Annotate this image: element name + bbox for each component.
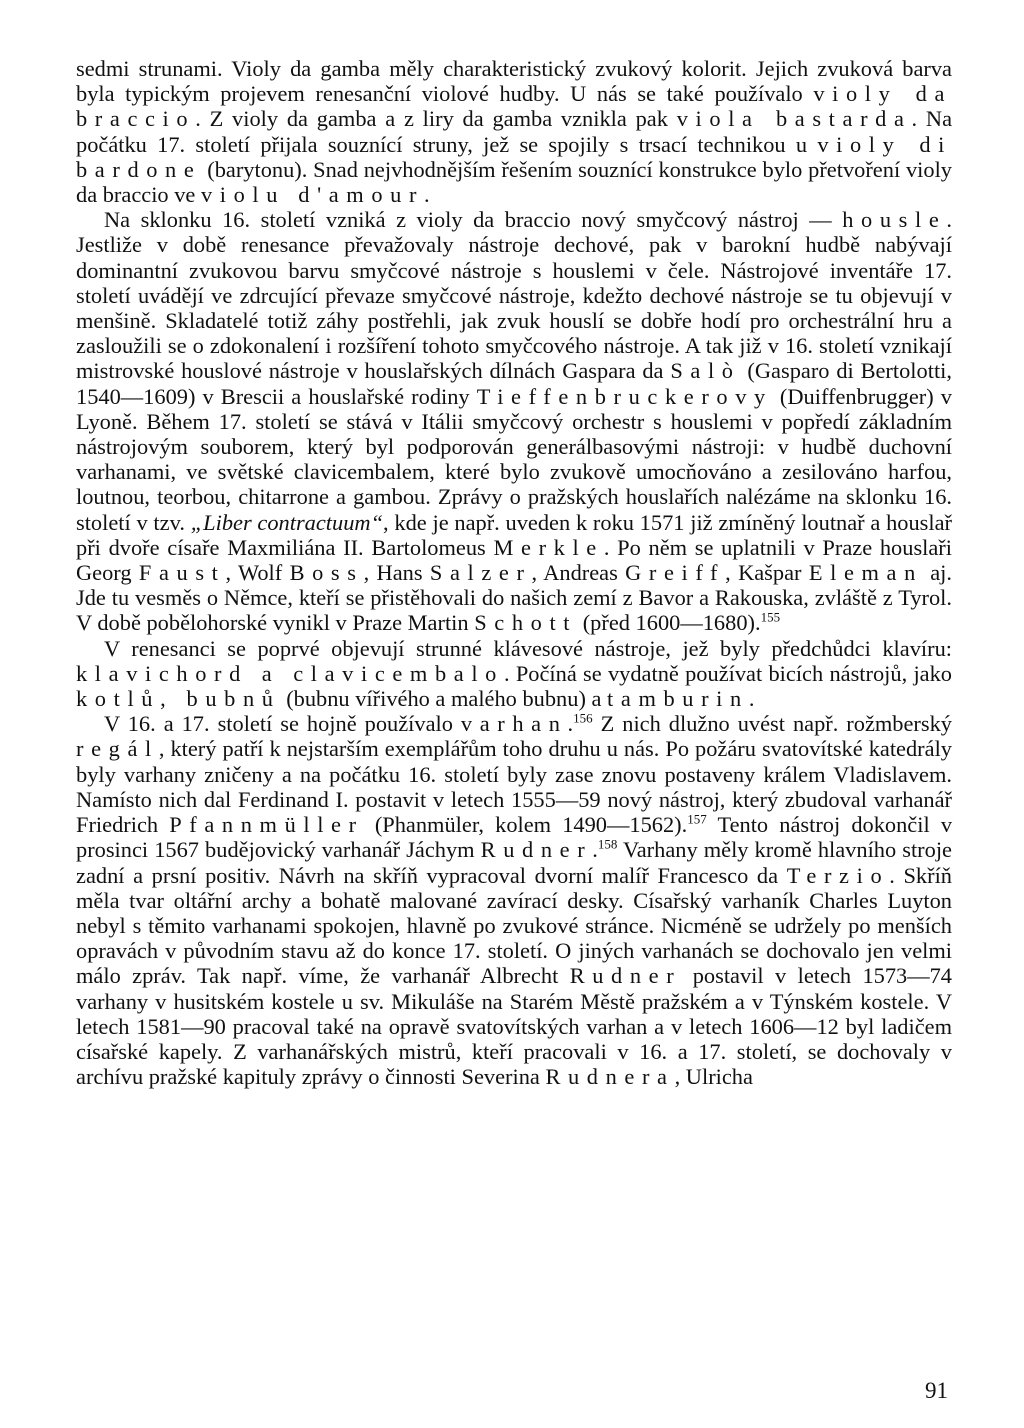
spaced-term: Schott	[474, 610, 578, 636]
spaced-term: Faust	[138, 560, 226, 586]
text-run: Varhany měly kromě hlavního stroje zadní a prsní positiv. Návrh na skříň vypracoval dvorní malíř Francesco da	[76, 837, 952, 888]
spaced-term: klavichord a clavicembalo	[76, 660, 504, 686]
text-run: , Wolf	[225, 560, 290, 586]
text-run: Tento nástroj dokončil v prosinci 1567 budějovický varhanář Jáchym	[76, 812, 953, 863]
spaced-term: Rudner	[480, 837, 593, 863]
text-run: . Na počátku 17. století přijala souznící struny, jež se spojily s trsací technikou u	[76, 106, 953, 157]
page-body	[76, 56, 952, 1089]
text-run: (Gasparo di Bertolotti, 1540—1609) v Brescii a houslařské rodiny	[76, 358, 952, 409]
text-run: Z nich dlužno uvést např. rožmberský	[592, 711, 952, 737]
spaced-term: Rudnera	[545, 1064, 675, 1090]
spaced-term: viola bastarda	[676, 106, 912, 132]
spaced-term: violy di bardone	[76, 131, 952, 182]
spaced-term: tamburin	[607, 686, 749, 712]
text-run: .	[567, 711, 574, 737]
text-run: , Andreas	[531, 560, 626, 586]
spaced-term: Eleman	[808, 560, 923, 586]
spaced-term: regál	[76, 736, 159, 762]
spaced-term: varhan	[460, 711, 568, 737]
footnote-ref: 155	[760, 610, 781, 625]
footnote-ref: 156	[573, 710, 593, 726]
text-run: aj. Jde tu vesměs o Němce, kteří se přistěhovali do našich zemí z Bavor a Rakouska, zvláště z Tyrol. V době pobělohorské vynikl v Praze Martin	[76, 560, 952, 636]
footnote-ref: 158	[597, 836, 618, 852]
text-run: V renesanci se poprvé objevují strunné klávesové nástroje, jež byly předchůdci klavíru:	[104, 635, 952, 661]
text-run: (před 1600—1680).	[577, 610, 761, 636]
footnote-ref: 157	[687, 811, 707, 827]
spaced-term: Tieffenbruckerovy	[476, 383, 773, 409]
text-run: .	[424, 182, 430, 208]
spaced-term: violy da braccio	[76, 81, 952, 132]
text-run: (barytonu). Snad nejvhodnějším řešením souznící konstrukce bylo přetvoření violy da braccio ve	[76, 156, 952, 208]
text-run: . Z violy da gamba a z liry da gamba vznikla pak	[195, 106, 677, 132]
text-run: (Duiffenbrugger) v Lyoně. Během 17. století se stává v Itálii smyčcový orchestr s houslemi v popředí základním nástrojovým souborem, který byl podporován generálbasovými nástroji: v hudbě duchovní varhanami, ve světské clavicembalem, které bylo zvukově umocňováno a zesilováno harfou, loutnou, teorbou, chitarrone a gambou. Zprávy o pražských houslařích nalézáme na sklonku 16. století v tzv.	[76, 383, 952, 535]
spaced-term: Terzio	[786, 862, 890, 888]
text-run: . Po něm se uplatnili v Praze houslaři Georg	[76, 534, 952, 586]
paragraph-housle	[76, 207, 952, 635]
text-run: , Kašpar	[725, 560, 809, 586]
text-run: . Počíná se vydatně používat bicích nástrojů, jako	[503, 660, 953, 686]
text-run: , který patří k nejstarším exemplářům toho druhu u nás. Po požáru svatovítské katedrály byly varhany zničeny a na počátku 16. století byly zase znovu postaveny králem Vladislavem. Namísto nich dal Ferdinand I. postavit v letech 1555—59 nový nástroj, který zbudoval varhanář Friedrich	[76, 736, 952, 838]
text-run: , Hans	[363, 560, 430, 586]
spaced-term: Salzer	[429, 560, 532, 586]
text-run: postavil v letech 1573—74 varhany v husitském kostele u sv. Mikuláše na Starém Městě pražském a v Týnském kostele. V letech 1581—90 pracoval také na opravě svatovítských varhan a v letech 1606—12 byl ladičem císařské kapely. Z varhanářských mistrů, kteří pracovali v 16. a 17. století, se dochovaly v archívu pražské kapituly zprávy o činnosti Severina	[76, 963, 953, 1090]
spaced-term: violu d'amour	[200, 182, 425, 208]
text-run: , kde je např. uveden k roku 1571 již zmíněný loutnař a houslař při dvoře císaře Maxmiliána II. Bartolomeus	[76, 509, 952, 560]
text-run: (Phanmüler, kolem 1490—1562).	[363, 812, 688, 838]
paragraph-keyboard-percussion	[76, 636, 952, 712]
text-run: , Ulricha	[674, 1064, 753, 1090]
paragraph-varhany	[76, 711, 952, 1089]
text-run: Na sklonku 16. století vzniká z violy da braccio nový smyčcový nástroj —	[104, 207, 843, 233]
spaced-term: Boss	[289, 560, 364, 586]
spaced-term: Greiff	[625, 560, 726, 586]
text-run: . Jestliže v době renesance převažovaly nástroje dechové, pak v barokní hudbě nabývají dominantní zvukovou barvu smyčcové nástroje s houslemi v čele. Nástrojové inventáře 17. století uvádějí ve zdrcující převaze smyčcové nástroje, kdežto dechové nástroje se tu objevují v menšině. Skladatelé totiž záhy postřehli, jak zvuk houslí se dobře hodí pro orchestrální hru a zasloužili se o zdokonalení i rozšíření tohoto smyčcového nástroje. A tak již v 16. století vznikají mistrovské houslové nástroje v houslařských dílnách Gaspara da	[76, 207, 952, 384]
spaced-term: Pfannmüller	[169, 812, 364, 838]
page-number: 91	[925, 1378, 948, 1403]
text-run: (bubnu vířivého a malého bubnu) a	[280, 686, 608, 712]
text-run: V 16. a 17. století se hojně používalo	[104, 711, 461, 737]
paragraph-viola	[76, 56, 952, 207]
spaced-term: kotlů, bubnů	[76, 686, 281, 712]
italic-title: „Liber contractuum“	[190, 509, 384, 535]
text-run: . Skříň měla tvar oltářní archy a bohatě malované zavírací desky. Císařský varhaník Charles Luyton nebyl s těmito varhanami spokojen, hlavně po zvukové stránce. Nicméně se udržely po menších opravách v původním stavu až do konce 17. století. O jiných varhanách se dochovalo jen velmi málo zpráv. Tak např. víme, že varhanář Albrecht	[76, 862, 953, 989]
text-run: .	[748, 686, 755, 712]
spaced-term: housle	[842, 207, 947, 233]
spaced-term: Merkle	[493, 534, 604, 560]
text-run: sedmi strunami. Violy da gamba měly charakteristický zvukový kolorit. Jejich zvuková barva byla typickým projevem renesanční violové hudby. U nás se také používalo	[76, 56, 952, 107]
spaced-term: Salò	[670, 358, 741, 384]
text-run: .	[592, 837, 598, 863]
spaced-term: Rudner	[569, 963, 682, 989]
